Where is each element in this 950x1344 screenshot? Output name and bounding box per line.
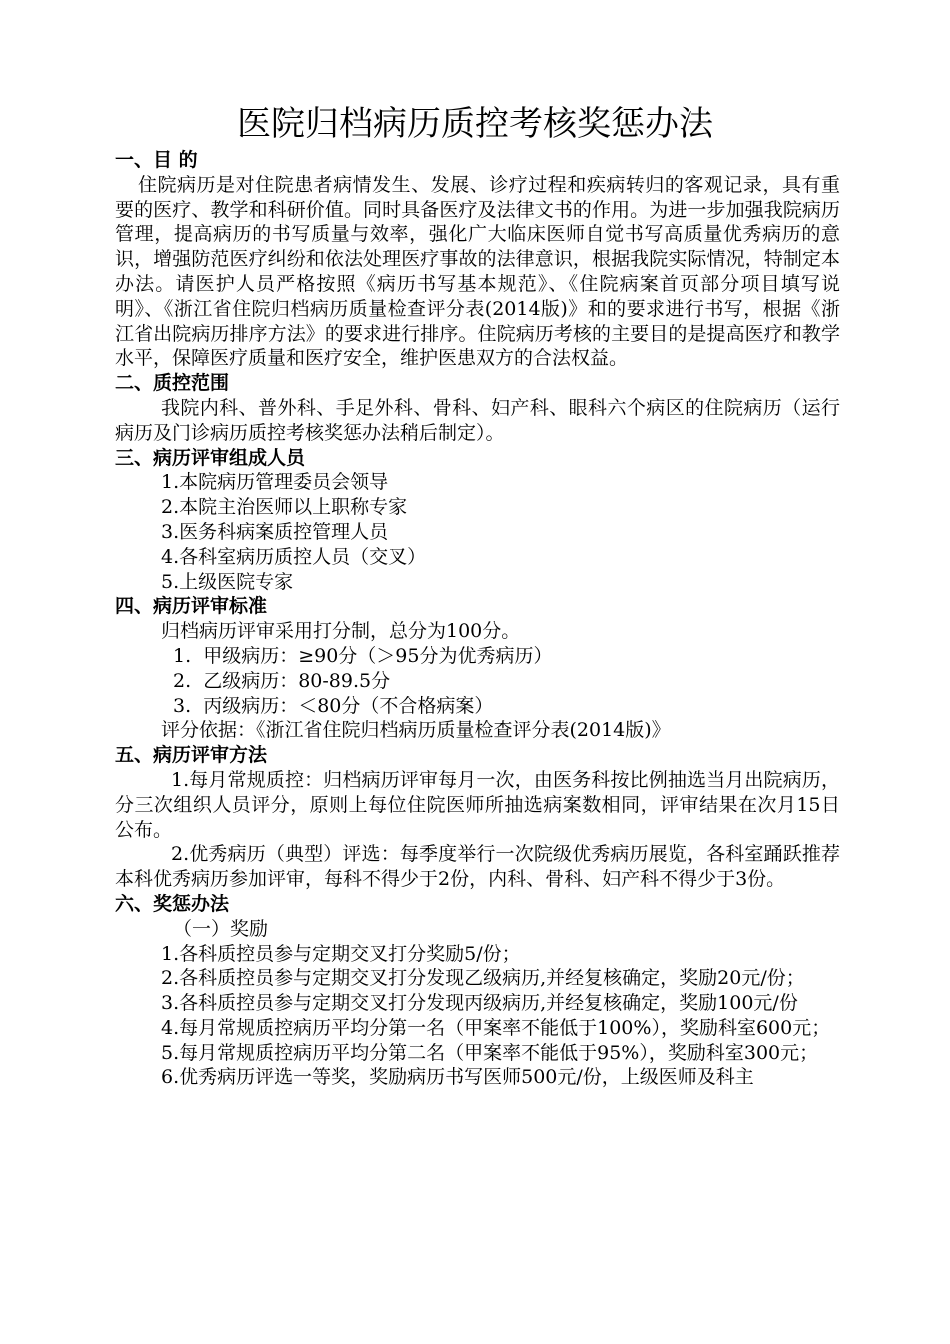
section-heading-reviewers: 三、病历评审组成人员: [115, 446, 306, 469]
grade-item-a: 1. 甲级病历：≥90分（＞95分为优秀病历）: [173, 644, 553, 667]
list-item: 1.本院病历管理委员会领导: [161, 471, 389, 494]
list-item: 5.上级医院专家: [161, 570, 294, 593]
section-heading-purpose: 一、目 的: [115, 149, 198, 171]
list-item: 3.医务科病案质控管理人员: [161, 520, 389, 543]
reward-item: 2.各科质控员参与定期交叉打分发现乙级病历,并经复核确定，奖励20元/份；: [161, 967, 805, 990]
reward-item: 4.每月常规质控病历平均分第一名（甲案率不能低于100%），奖励科室600元；: [161, 1016, 831, 1039]
reward-item: 5.每月常规质控病历平均分第二名（甲案率不能低于95%），奖励科室300元；: [161, 1041, 819, 1064]
list-item: 2.本院主治医师以上职称专家: [161, 496, 408, 519]
list-item: 4.各科室病历质控人员（交叉）: [161, 545, 427, 568]
reward-item: 3.各科质控员参与定期交叉打分发现丙级病历,并经复核确定，奖励100元/份: [161, 992, 798, 1015]
grade-item-b: 2. 乙级病历：80-89.5分: [173, 669, 391, 692]
section-heading-rewards: 六、奖惩办法: [115, 892, 230, 915]
section-paragraph-scope: 我院内科、普外科、手足外科、骨科、妇产科、眼科六个病区的住院病历（运行病历及门诊病历质控考核奖惩办法稍后制定）。: [115, 396, 840, 444]
scoring-basis: 评分依据：《浙江省住院归档病历质量检查评分表(2014版)》: [161, 719, 671, 742]
standards-intro: 归档病历评审采用打分制，总分为100分。: [161, 620, 521, 643]
rewards-subheading: （一）奖励: [173, 917, 269, 940]
document-body: [115, 148, 840, 1090]
reward-item: 6.优秀病历评选一等奖，奖励病历书写医师500元/份，上级医师及科主: [161, 1066, 754, 1089]
document-title: 医院归档病历质控考核奖惩办法: [237, 104, 713, 144]
reward-item: 1.各科质控员参与定期交叉打分奖励5/份；: [161, 942, 521, 965]
grade-item-c: 3. 丙级病历：＜80分（不合格病案）: [173, 694, 494, 717]
section-heading-standards: 四、病历评审标准: [115, 595, 268, 618]
section-heading-methods: 五、病历评审方法: [115, 744, 268, 767]
section-heading-scope: 二、质控范围: [115, 372, 230, 395]
method-item-excellent: 2.优秀病历（典型）评选：每季度举行一次院级优秀病历展览，各科室踊跃推荐本科优秀病历参加评审，每科不得少于2份，内科、骨科、妇产科不得少于3份。: [115, 843, 840, 891]
method-item-monthly: 1.每月常规质控：归档病历评审每月一次，由医务科按比例抽选当月出院病历，分三次组织人员评分，原则上每位住院医师所抽选病案数相同，评审结果在次月15日公布。: [115, 768, 840, 841]
section-paragraph-purpose: 住院病历是对住院患者病情发生、发展、诊疗过程和疾病转归的客观记录，具有重要的医疗、教学和科研价值。同时具备医疗及法律文书的作用。为进一步加强我院病历管理，提高病历的书写质量与效率，强化广大临床医师自觉书写高质量优秀病历的意识，增强防范医疗纠纷和依法处理医疗事故的法律意识，根据我院实际情况，特制定本办法。请医护人员严格按照《病历书写基本规范》、《住院病案首页部分项目填写说明》、《浙江省住院归档病历质量检查评分表(2014版)》和的要求进行书写，根据《浙江省出院病历排序方法》的要求进行排序。住院病历考核的主要目的是提高医疗和教学水平，保障医疗质量和医疗安全，维护医患双方的合法权益。: [115, 173, 840, 370]
